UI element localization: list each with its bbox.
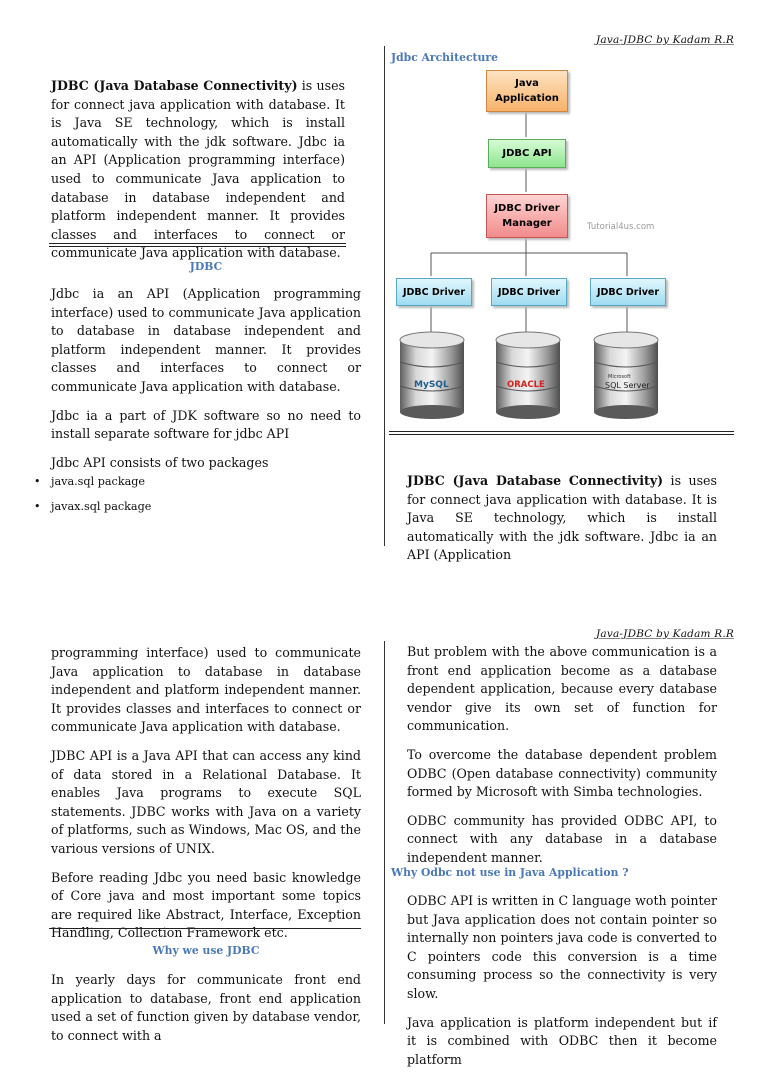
- mysql-label: MySQL: [414, 380, 449, 390]
- jdbc-paragraph-3: Jdbc API consists of two packages: [51, 454, 269, 470]
- page2-left-paragraph-4: In yearly days for communicate front end application to database, front end application used a set of function given by database vendor, to connect with a: [51, 972, 361, 1043]
- sql-server-prefix: Microsoft: [608, 374, 631, 380]
- page2-right-paragraph-3: ODBC community has provided ODBC API, to connect with any database in a database independent manner.: [407, 812, 717, 865]
- page2-right-column: [407, 643, 717, 878]
- intro-paragraph: [51, 77, 345, 263]
- page2-column-divider: [384, 641, 385, 1024]
- database-icon: [400, 332, 464, 419]
- list-item: • java.sql package: [34, 469, 151, 494]
- page1-column-divider: [384, 46, 385, 546]
- why-jdbc-heading: Why we use JDBC: [152, 944, 260, 957]
- jdbc-driver-box: JDBC Driver: [491, 278, 567, 306]
- page2-right-paragraph-4: ODBC API is written in C language woth pointer but Java application does not contain pointer so internally non pointers java code is converted to C pointers code this conversion is a time consuming process so the connectivity is very slow.: [407, 893, 717, 1001]
- intro-text: is uses for connect java application with database. It is Java SE technology, which is install automatically with the jdk software. Jdbc ia an API (Application programming interface) used to communicate Java application to database in database independent and platform independent manner. It provides classes and interfaces to connect or communicate Java application with database.: [51, 78, 345, 261]
- architecture-heading: Jdbc Architecture: [391, 51, 498, 64]
- right-intro-paragraph: [407, 472, 717, 565]
- page2-right-paragraph-1: But problem with the above communication is a front end application become as a database dependent application, because every database vendor give its own set of function for communication.: [407, 644, 717, 734]
- intro-bold: JDBC (Java Database Connectivity): [51, 78, 298, 93]
- page2-left-paragraph-3: Before reading Jdbc you need basic knowledge of Core java and most important some topics are required like Abstract, Interface, Exception Handling, Collection Framework etc.: [51, 869, 361, 941]
- driver-manager-box: JDBC Driver Manager: [486, 194, 568, 238]
- jdbc-driver-box: JDBC Driver: [396, 278, 472, 306]
- page2-right-paragraph-2: To overcome the database dependent problem ODBC (Open database connectivity) community formed by Microsoft with Simba technologies.: [407, 746, 717, 800]
- package-list: [34, 469, 151, 519]
- jdbc-paragraph-1: Jdbc ia an API (Application programming interface) used to communicate Java application to database in database independent and platform independent manner. It provides classes and interfaces to connect or communicate Java application with database.: [51, 286, 361, 394]
- page1-right-text: [407, 472, 717, 575]
- diagram-rule: [389, 431, 734, 435]
- sql-server-label: SQL Server: [605, 381, 650, 390]
- page2-right-paragraph-5: Java application is platform independent but if it is combined with ODBC then it become platform: [407, 1014, 717, 1067]
- jdbc-api-box: JDBC API: [488, 139, 566, 168]
- page2-left-paragraph-2: JDBC API is a Java API that can access any kind of data stored in a Relational Database. It enables Java programs to execute SQL statements. JDBC works with Java on a variety of platforms, such as Windows, Mac OS, and the various versions of UNIX.: [51, 747, 361, 856]
- page2-header: Java-JDBC by Kadam R.R: [595, 628, 734, 640]
- why-rule: [49, 928, 361, 929]
- odbc-heading: Why Odbc not use in Java Application ?: [391, 866, 629, 879]
- oracle-label: ORACLE: [507, 380, 545, 390]
- database-icon: [496, 332, 560, 419]
- odbc-section: [407, 892, 717, 1079]
- watermark: Tutorial4us.com: [587, 222, 655, 232]
- page2-left-column: [51, 644, 361, 953]
- jdbc-driver-box: JDBC Driver: [590, 278, 666, 306]
- architecture-svg: [388, 62, 734, 432]
- page1-header: Java-JDBC by Kadam R.R: [595, 34, 734, 46]
- intro-rule: [49, 243, 346, 247]
- jdbc-section: [51, 285, 361, 482]
- jdbc-heading: JDBC: [189, 260, 223, 273]
- why-jdbc-section: [51, 971, 361, 1055]
- java-application-box: Java Application: [486, 70, 568, 112]
- jdbc-architecture-diagram: [388, 62, 734, 432]
- list-item: • javax.sql package: [34, 494, 151, 519]
- right-intro-bold: JDBC (Java Database Connectivity): [407, 473, 664, 488]
- jdbc-paragraph-2: Jdbc ia a part of JDK software so no need to install separate software for jdbc API: [51, 407, 361, 442]
- right-intro-text: is uses for connect java application with database. It is Java SE technology, which is install automatically with the jdk software. Jdbc ia an API (Application: [407, 473, 717, 563]
- page2-left-paragraph-1: programming interface) used to communicate Java application to database in database independent and platform independent manner. It provides classes and interfaces to connect or communicate Java application with database.: [51, 645, 361, 735]
